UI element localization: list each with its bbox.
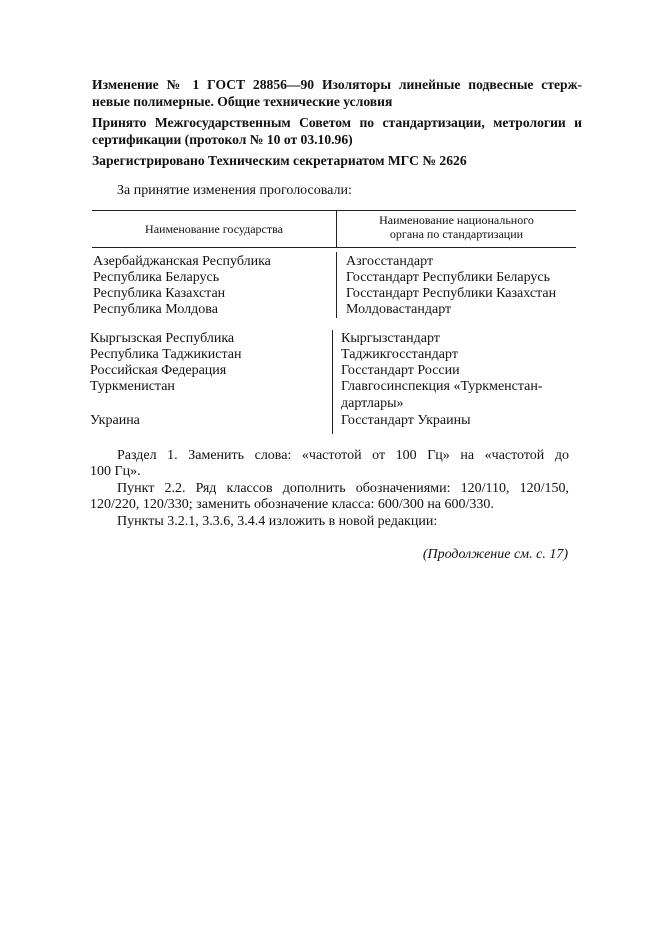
table-row-state: Российская Федерация — [90, 363, 227, 378]
table-row-body: Таджикгосстандарт — [341, 347, 458, 362]
table-top-rule — [92, 210, 576, 211]
adopted-by-line1: Принято Межгосударственным Советом по стандартизации, метрологии и — [92, 115, 582, 130]
amendment-title — [92, 76, 582, 110]
table-row-state: Азербайджанская Республика — [93, 254, 271, 269]
table-row-state: Кыргызская Республика — [90, 331, 235, 346]
clause-2-2-line2: 120/220, 120/330; заменить обозначение класса: 600/300 на 600/330. — [90, 497, 494, 512]
table-row-state: Республика Таджикистан — [90, 347, 242, 362]
amendment-title-line2: невые полимерные. Общие технические условия — [92, 94, 393, 109]
table-row-body: дартлары» — [341, 396, 404, 411]
clauses-new-edition: Пункты 3.2.1, 3.3.6, 3.4.4 изложить в новой редакции: — [117, 514, 438, 529]
table-row-state: Республика Казахстан — [93, 286, 226, 301]
section1-replacement-line1: Раздел 1. Заменить слова: «частотой от 100 Гц» на «частотой до — [117, 448, 569, 463]
column-header-body — [337, 213, 576, 241]
adopted-by — [92, 114, 582, 148]
amendment-title-line1: Изменение № 1 ГОСТ 28856—90 Изоляторы линейные подвесные стерж- — [92, 77, 582, 92]
column-header-body-line2: органа по стандартизации — [389, 227, 524, 241]
column-header-state: Наименование государства — [145, 222, 283, 236]
table-row-body: Госстандарт Республики Казахстан — [346, 286, 557, 301]
continuation-note: (Продолжение см. с. 17) — [422, 547, 568, 562]
registration-note: Зарегистрировано Техническим секретариатом МГС № 2626 — [92, 153, 467, 168]
table-row-state: Украина — [90, 413, 140, 428]
table-row-body: Госстандарт Республики Беларусь — [346, 270, 551, 285]
clause-2-2-line1: Пункт 2.2. Ряд классов дополнить обозначениями: 120/110, 120/150, — [117, 481, 569, 496]
table-row-body: Молдовастандарт — [346, 302, 452, 317]
table-row-body: Госстандарт России — [341, 363, 460, 378]
table-row-body: Азгосстандарт — [346, 254, 434, 269]
table-row-body: Госстандарт Украины — [341, 413, 471, 428]
adopted-by-line2: сертификации (протокол № 10 от 03.10.96) — [92, 132, 353, 147]
group2-divider — [332, 330, 333, 434]
table-row-state: Республика Беларусь — [93, 270, 220, 285]
table-header-rule — [92, 247, 576, 248]
table-row-state: Туркменистан — [90, 379, 175, 394]
voting-intro: За принятие изменения проголосовали: — [117, 183, 352, 198]
table-row-body: Главгосинспекция «Туркменстан- — [341, 379, 543, 394]
group1-divider — [336, 252, 337, 318]
table-row-state: Республика Молдова — [93, 302, 218, 317]
column-header-body-line1: Наименование национального — [379, 213, 534, 227]
table-row-body: Кыргызстандарт — [341, 331, 440, 346]
section1-replacement-line2: 100 Гц». — [90, 464, 141, 479]
